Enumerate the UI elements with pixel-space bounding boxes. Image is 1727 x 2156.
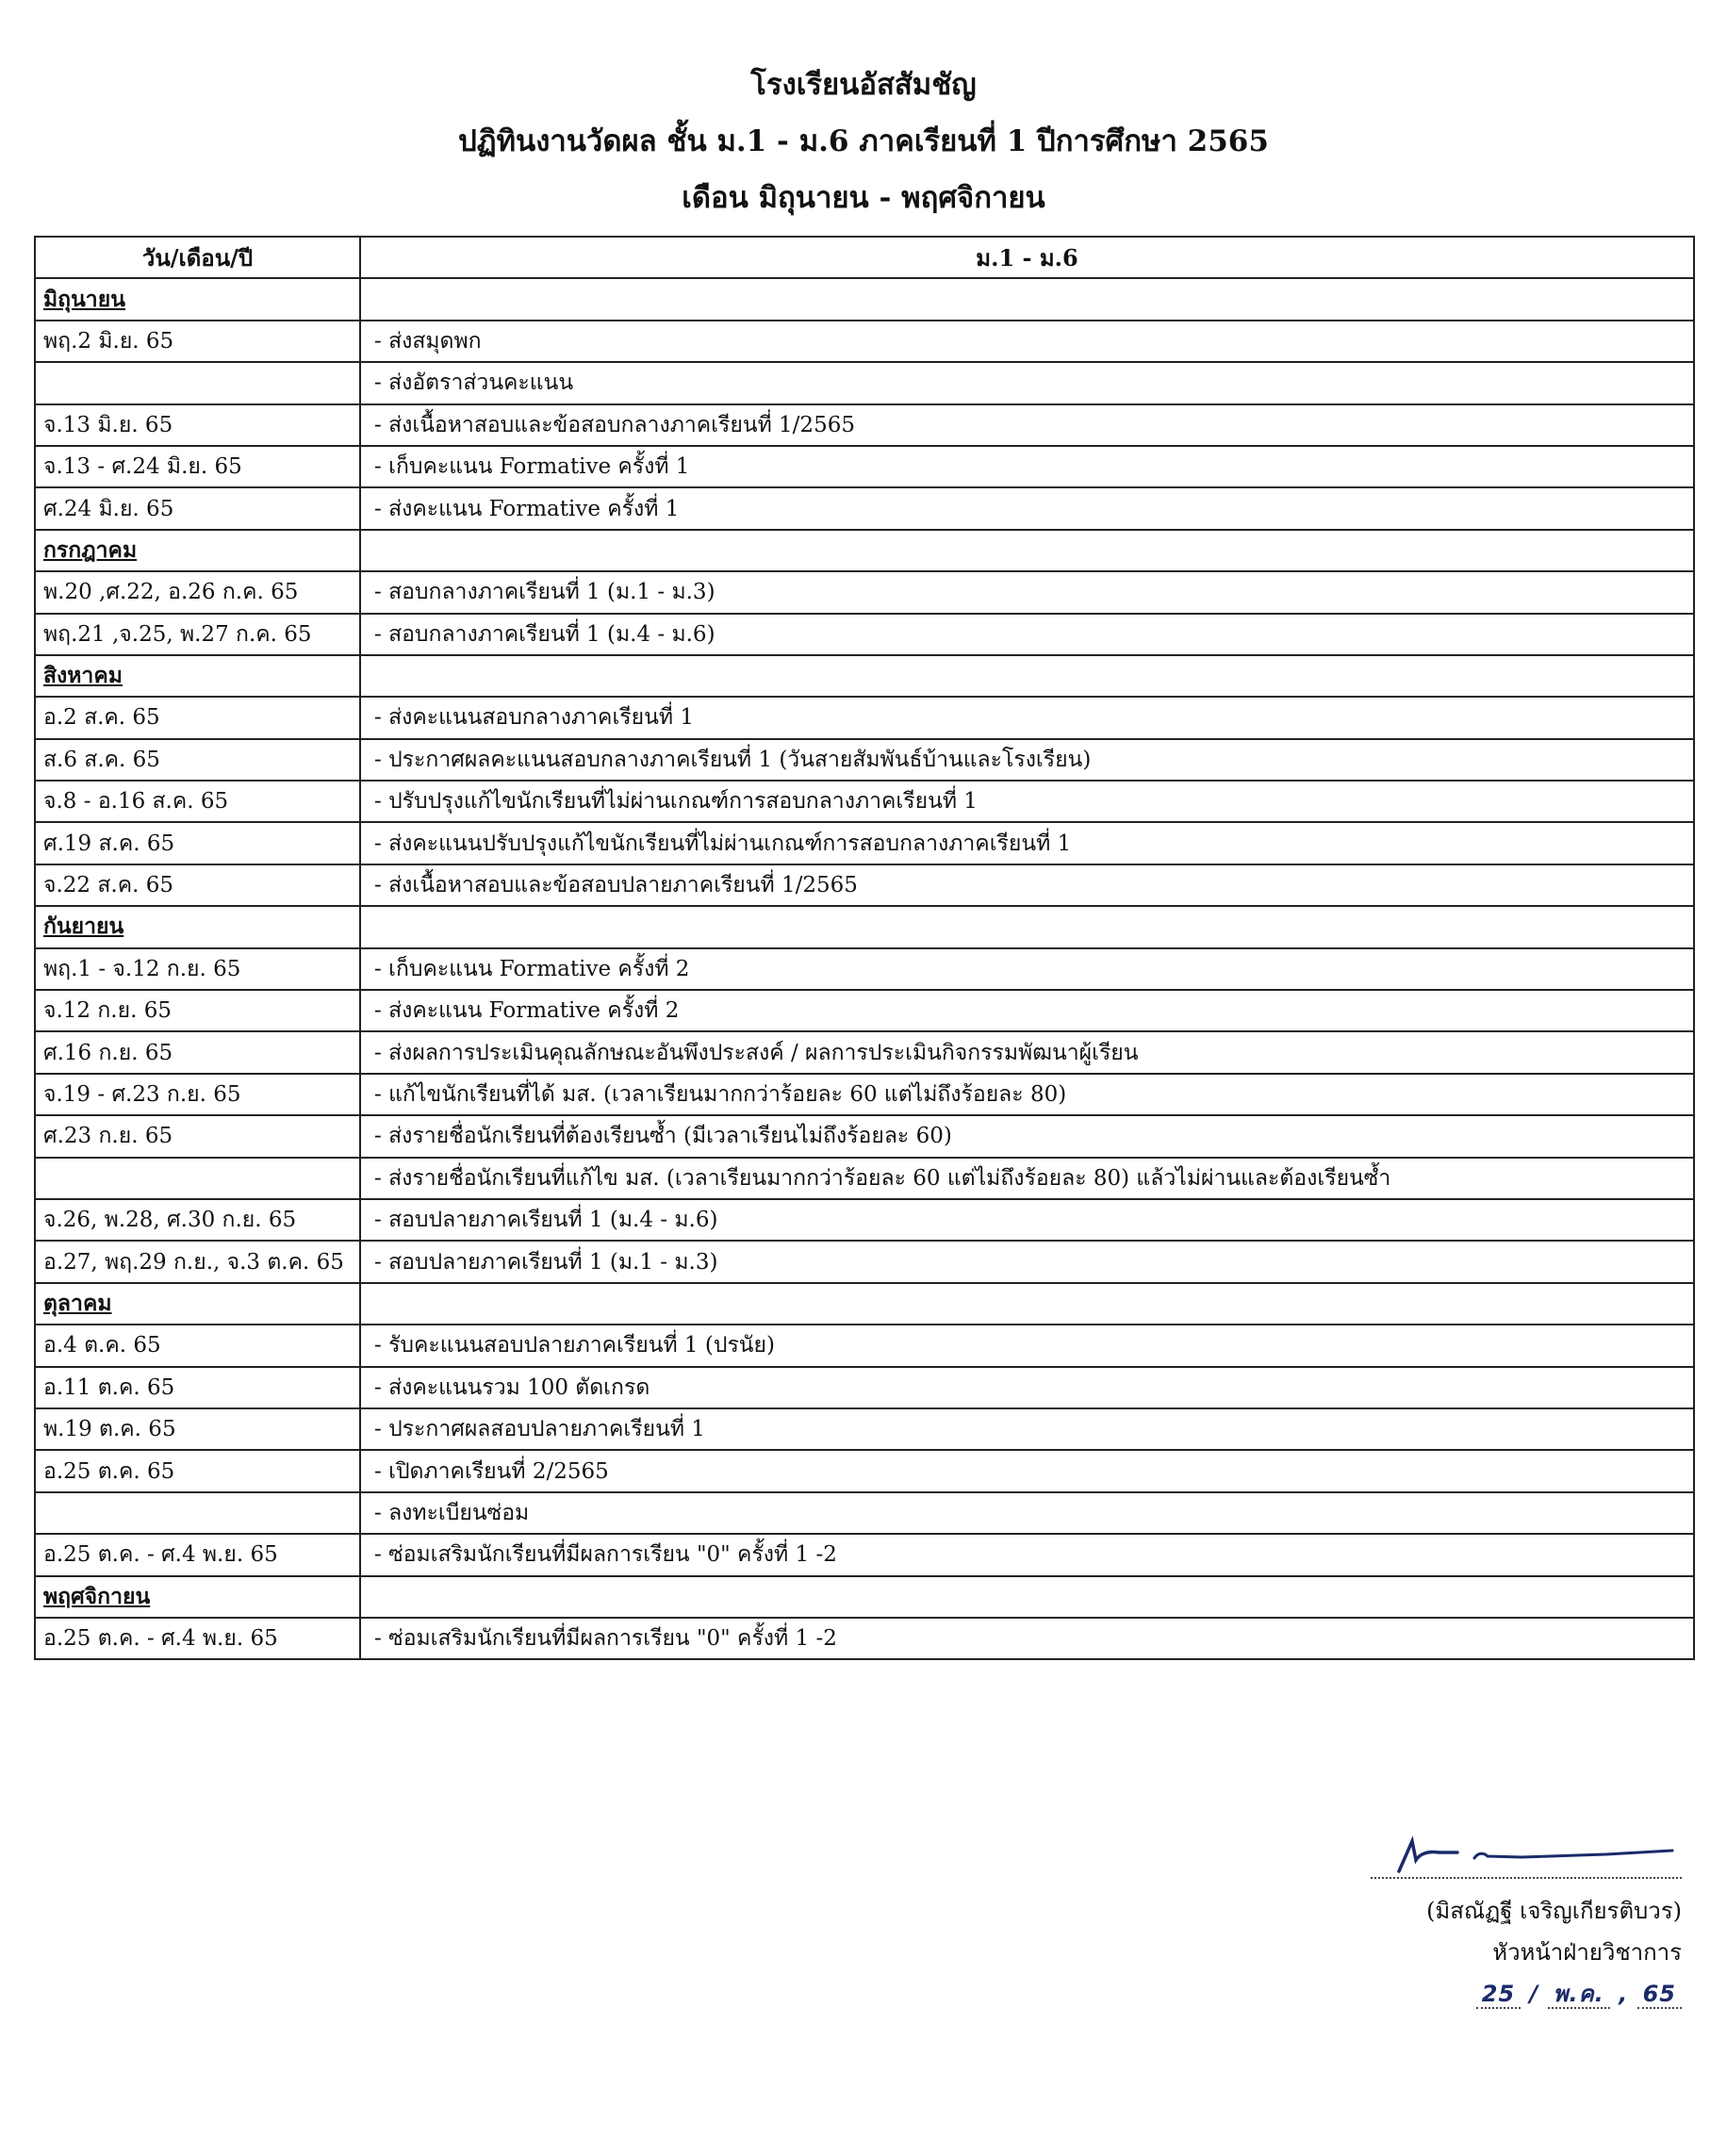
table-row [35,321,1694,362]
table-row [35,1618,1694,1659]
date-cell: อ.25 ต.ค. 65 [35,1450,360,1491]
table-row [35,864,1694,906]
date-cell: จ.19 - ศ.23 ก.ย. 65 [35,1074,360,1115]
date-cell: ศ.24 มิ.ย. 65 [35,487,360,529]
date-cell: พฤ.21 ,จ.25, พ.27 ก.ค. 65 [35,614,360,655]
table-row [35,487,1694,529]
table-row [35,697,1694,738]
table-row [35,1367,1694,1408]
month-row [35,530,1694,571]
date-cell: ศ.19 ส.ค. 65 [35,822,360,864]
activity-cell: - ส่งเนื้อหาสอบและข้อสอบปลายภาคเรียนที่ 1/2565 [360,864,1694,906]
activity-cell: - เปิดภาคเรียนที่ 2/2565 [360,1450,1694,1491]
table-row [35,1074,1694,1115]
school-name: โรงเรียนอัสสัมชัญ [750,68,977,102]
date-cell: อ.27, พฤ.29 ก.ย., จ.3 ต.ค. 65 [35,1241,360,1282]
month-row [35,1283,1694,1325]
table-row [35,1199,1694,1241]
column-header-date: วัน/เดือน/ปี [35,237,360,278]
table-row [35,1450,1694,1491]
table-row [35,404,1694,446]
activity-cell [360,1283,1694,1325]
date-cell [35,362,360,403]
table-row [35,948,1694,990]
date-cell: ศ.23 ก.ย. 65 [35,1115,360,1157]
date-cell: ส.6 ส.ค. 65 [35,739,360,781]
activity-cell [360,655,1694,697]
activity-cell: - ซ่อมเสริมนักเรียนที่มีผลการเรียน "0" ครั้งที่ 1 -2 [360,1534,1694,1575]
calendar-title: ปฏิทินงานวัดผล ชั้น ม.1 - ม.6 ภาคเรียนที่ 1 ปีการศึกษา 2565 [458,124,1269,158]
activity-cell: - ส่งคะแนน Formative ครั้งที่ 2 [360,990,1694,1031]
column-header-grade: ม.1 - ม.6 [360,237,1694,278]
activity-cell: - ซ่อมเสริมนักเรียนที่มีผลการเรียน "0" ครั้งที่ 1 -2 [360,1618,1694,1659]
activity-cell: - รับคะแนนสอบปลายภาคเรียนที่ 1 (ปรนัย) [360,1325,1694,1366]
date-year: 65 [1637,1981,1682,2009]
date-cell: พ.19 ต.ค. 65 [35,1408,360,1450]
activity-cell: - ส่งรายชื่อนักเรียนที่แก้ไข มส. (เวลาเรียนมากกว่าร้อยละ 60 แต่ไม่ถึงร้อยละ 80) แล้วไม่ผ่านและต้องเรียนซ้ำ [360,1158,1694,1199]
table-row [35,1115,1694,1157]
activity-cell: - ส่งคะแนน Formative ครั้งที่ 1 [360,487,1694,529]
activity-cell: - ส่งผลการประเมินคุณลักษณะอันพึงประสงค์ / ผลการประเมินกิจกรรมพัฒนาผู้เรียน [360,1031,1694,1073]
table-row [35,1158,1694,1199]
table-row [35,739,1694,781]
activity-cell: - ส่งคะแนนรวม 100 ตัดเกรด [360,1367,1694,1408]
activity-cell: - สอบปลายภาคเรียนที่ 1 (ม.4 - ม.6) [360,1199,1694,1241]
month-name: ตุลาคม [35,1283,360,1325]
month-row [35,278,1694,320]
activity-cell: - สอบกลางภาคเรียนที่ 1 (ม.1 - ม.3) [360,571,1694,613]
signer-role: หัวหน้าฝ่ายวิชาการ [1492,1939,1682,1966]
table-row [35,1031,1694,1073]
date-cell: ศ.16 ก.ย. 65 [35,1031,360,1073]
activity-cell [360,278,1694,320]
activity-cell [360,906,1694,947]
activity-cell: - ประกาศผลสอบปลายภาคเรียนที่ 1 [360,1408,1694,1450]
table-row [35,614,1694,655]
activity-cell [360,530,1694,571]
table-row [35,571,1694,613]
month-name: กรกฎาคม [35,530,360,571]
date-cell: จ.12 ก.ย. 65 [35,990,360,1031]
activity-cell: - เก็บคะแนน Formative ครั้งที่ 2 [360,948,1694,990]
table-row [35,781,1694,822]
table-header-row [35,237,1694,278]
table-row [35,1325,1694,1366]
activity-cell: - ส่งรายชื่อนักเรียนที่ต้องเรียนซ้ำ (มีเวลาเรียนไม่ถึงร้อยละ 60) [360,1115,1694,1157]
date-month: พ.ค. [1548,1981,1610,2009]
table-row [35,1492,1694,1534]
date-cell: พฤ.1 - จ.12 ก.ย. 65 [35,948,360,990]
month-name: สิงหาคม [35,655,360,697]
schedule-rows [35,278,1694,1659]
month-range: เดือน มิถุนายน - พฤศจิกายน [682,181,1045,215]
table-row [35,822,1694,864]
document-header [0,57,1727,226]
signature-date: 25 / พ.ค. , 65 [1371,1973,1682,2015]
signature-line [1371,1834,1682,1879]
activity-cell: - ส่งคะแนนสอบกลางภาคเรียนที่ 1 [360,697,1694,738]
table-row [35,1408,1694,1450]
activity-cell: - สอบกลางภาคเรียนที่ 1 (ม.4 - ม.6) [360,614,1694,655]
date-cell: จ.8 - อ.16 ส.ค. 65 [35,781,360,822]
table-row [35,1534,1694,1575]
activity-cell: - ลงทะเบียนซ่อม [360,1492,1694,1534]
activity-cell: - ส่งสมุดพก [360,321,1694,362]
date-day: 25 [1476,1981,1521,2009]
signer-name: (มิสณัฏฐี เจริญเกียรติบวร) [1426,1898,1682,1924]
date-cell: พฤ.2 มิ.ย. 65 [35,321,360,362]
date-cell: อ.25 ต.ค. - ศ.4 พ.ย. 65 [35,1534,360,1575]
month-row [35,655,1694,697]
signature-block [1371,1834,1682,2015]
activity-cell [360,1576,1694,1618]
handwritten-signature [1371,1834,1682,1877]
date-cell: อ.11 ต.ค. 65 [35,1367,360,1408]
activity-cell: - เก็บคะแนน Formative ครั้งที่ 1 [360,446,1694,487]
month-row [35,906,1694,947]
date-cell [35,1492,360,1534]
activity-cell: - ส่งอัตราส่วนคะแนน [360,362,1694,403]
date-cell: อ.25 ต.ค. - ศ.4 พ.ย. 65 [35,1618,360,1659]
date-cell: อ.4 ต.ค. 65 [35,1325,360,1366]
activity-cell: - ส่งคะแนนปรับปรุงแก้ไขนักเรียนที่ไม่ผ่านเกณฑ์การสอบกลางภาคเรียนที่ 1 [360,822,1694,864]
date-cell: จ.13 มิ.ย. 65 [35,404,360,446]
table-row [35,1241,1694,1282]
activity-cell: - แก้ไขนักเรียนที่ได้ มส. (เวลาเรียนมากกว่าร้อยละ 60 แต่ไม่ถึงร้อยละ 80) [360,1074,1694,1115]
date-cell: อ.2 ส.ค. 65 [35,697,360,738]
schedule-table [34,236,1695,1660]
table-row [35,362,1694,403]
month-name: กันยายน [35,906,360,947]
activity-cell: - ประกาศผลคะแนนสอบกลางภาคเรียนที่ 1 (วันสายสัมพันธ์บ้านและโรงเรียน) [360,739,1694,781]
month-name: มิถุนายน [35,278,360,320]
date-cell: จ.26, พ.28, ศ.30 ก.ย. 65 [35,1199,360,1241]
date-cell: จ.13 - ศ.24 มิ.ย. 65 [35,446,360,487]
activity-cell: - ปรับปรุงแก้ไขนักเรียนที่ไม่ผ่านเกณฑ์การสอบกลางภาคเรียนที่ 1 [360,781,1694,822]
activity-cell: - ส่งเนื้อหาสอบและข้อสอบกลางภาคเรียนที่ 1/2565 [360,404,1694,446]
table-row [35,990,1694,1031]
date-cell: พ.20 ,ศ.22, อ.26 ก.ค. 65 [35,571,360,613]
month-name: พฤศจิกายน [35,1576,360,1618]
date-cell: จ.22 ส.ค. 65 [35,864,360,906]
month-row [35,1576,1694,1618]
activity-cell: - สอบปลายภาคเรียนที่ 1 (ม.1 - ม.3) [360,1241,1694,1282]
table-row [35,446,1694,487]
date-cell [35,1158,360,1199]
